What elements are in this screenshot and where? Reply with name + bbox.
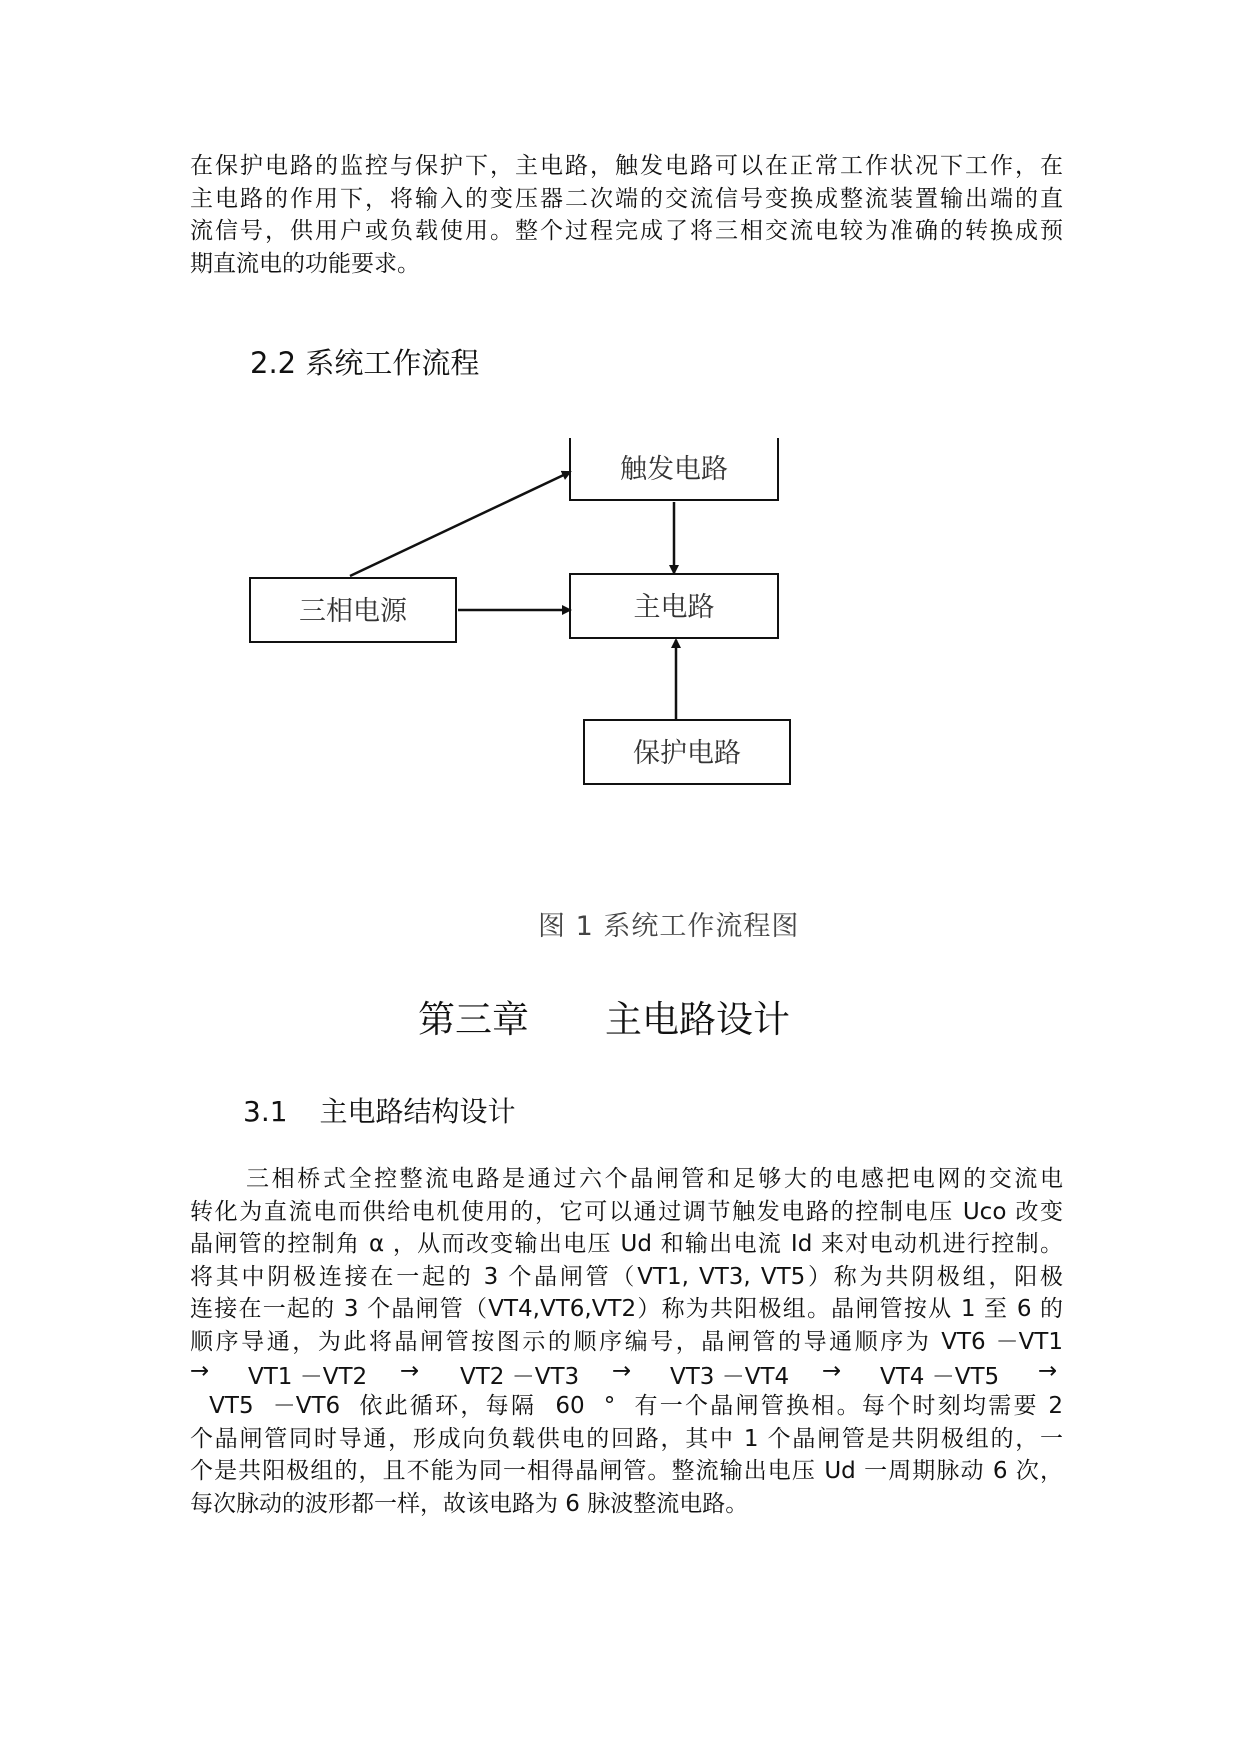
body-line: 个是共阳极组的，且不能为同一相得晶闸管。整流输出电压 Ud 一周期脉动 6 次，	[190, 1458, 1063, 1484]
sequence-token: VT4 －VT5	[880, 1364, 1000, 1390]
body-line: 转化为直流电而供给电机使用的，它可以通过调节触发电路的控制电压 Uco 改变	[190, 1198, 1063, 1225]
body-line: 将其中阴极连接在一起的 3 个晶闸管（VT1, VT3, VT5）称为共阴极组，阳极	[190, 1263, 1063, 1290]
chapter-label: 第三章	[418, 998, 529, 1041]
sequence-token: →	[822, 1358, 842, 1384]
body-line: 晶闸管的控制角 α ，从而改变输出电压 Ud 和输出电流 Id 来对电动机进行控制。	[190, 1231, 1063, 1257]
body-line: 三相桥式全控整流电路是通过六个晶闸管和足够大的电感把电网的交流电	[246, 1166, 1063, 1192]
arrow-source-to-trigger	[350, 472, 570, 576]
chapter-heading	[418, 989, 790, 1043]
body-paragraph	[190, 1163, 1063, 1358]
node-main-circuit	[570, 574, 778, 638]
figure-caption: 图 1 系统工作流程图	[538, 911, 800, 942]
node-trigger-circuit	[570, 438, 778, 500]
sequence-token: →	[190, 1358, 210, 1384]
section-3-1-heading	[243, 1090, 516, 1130]
body-line: VT5 －VT6 依此循环，每隔 60 ° 有一个晶闸管换相。每个时刻均需要 2	[190, 1393, 1063, 1419]
body-line: 每次脉动的波形都一样，故该电路为 6 脉波整流电路。	[190, 1490, 749, 1517]
node-three-phase-source	[250, 578, 456, 642]
sequence-token: VT3 －VT4	[670, 1364, 790, 1390]
sequence-token: →	[400, 1358, 420, 1384]
chapter-title: 主电路设计	[605, 998, 790, 1041]
section-2-2-heading: 2.2 系统工作流程	[250, 346, 480, 380]
intro-paragraph	[190, 150, 1063, 280]
sequence-token: →	[612, 1358, 632, 1384]
sequence-token: →	[1038, 1358, 1058, 1384]
intro-line: 主电路的作用下，将输入的变压器二次端的交流信号变换成整流装置输出端的直	[190, 185, 1063, 212]
intro-line: 流信号，供用户或负载使用。整个过程完成了将三相交流电较为准确的转换成预	[190, 218, 1063, 244]
sequence-token: VT1 －VT2	[248, 1364, 368, 1390]
node-source-label: 三相电源	[299, 596, 407, 627]
body-line: 连接在一起的 3 个晶闸管（VT4,VT6,VT2）称为共阳极组。晶闸管按从 1 至 6 的	[190, 1296, 1063, 1322]
section-title: 主电路结构设计	[319, 1095, 516, 1128]
section-number: 3.1	[243, 1095, 288, 1128]
node-protect-label: 保护电路	[633, 738, 741, 769]
intro-line: 期直流电的功能要求。	[190, 250, 420, 277]
system-flow-diagram	[240, 430, 800, 800]
sequence-token: VT2 －VT3	[460, 1364, 580, 1390]
node-protection-circuit	[584, 720, 790, 784]
body-paragraph-continued	[190, 1390, 1063, 1520]
node-trigger-label: 触发电路	[620, 454, 728, 485]
intro-line: 在保护电路的监控与保护下，主电路，触发电路可以在正常工作状况下工作，在	[190, 153, 1063, 179]
body-line: 个晶闸管同时导通，形成向负载供电的回路，其中 1 个晶闸管是共阴极组的，一	[190, 1425, 1063, 1452]
node-main-label: 主电路	[633, 592, 715, 623]
body-line: 顺序导通，为此将晶闸管按图示的顺序编号，晶闸管的导通顺序为 VT6 －VT1	[190, 1328, 1063, 1355]
